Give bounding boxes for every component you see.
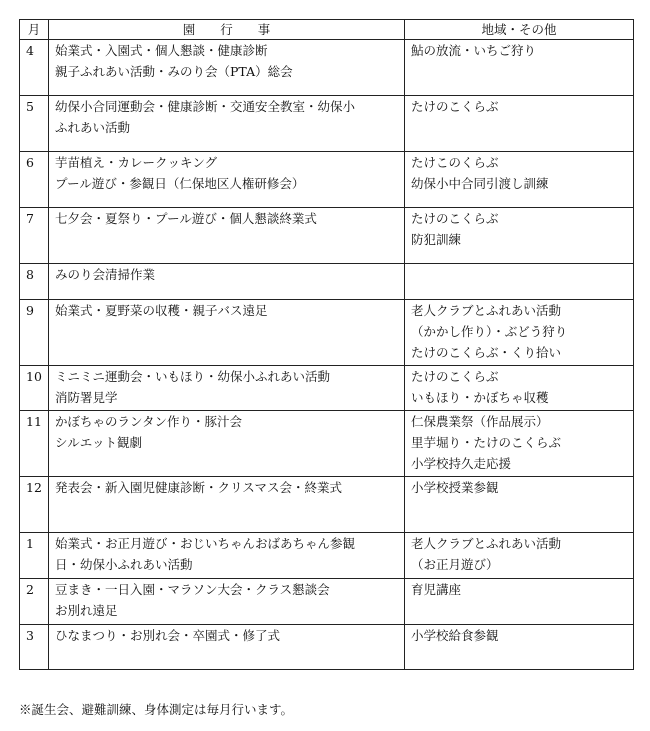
month-cell: 8 [20,264,49,300]
event-line: 七夕会・夏祭り・プール遊び・個人懇談終業式 [55,211,317,226]
event-line: 始業式・お正月遊び・おじいちゃんおばあちゃん参観 [55,536,356,551]
local-cell [405,477,634,533]
month-cell: 3 [20,625,49,670]
event-line: ミニミニ運動会・いもほり・幼保小ふれあい活動 [55,369,331,384]
local-cell [405,300,634,366]
month-cell: 2 [20,579,49,625]
events-cell [49,533,405,579]
header-month: 月 [20,20,49,40]
table-row [20,96,634,152]
local-line: いもほり・かぼちゃ収穫 [411,390,549,405]
month-cell: 4 [20,40,49,96]
event-line: お別れ遠足 [55,603,118,618]
local-line: 小学校授業参観 [411,480,499,495]
table-row [20,152,634,208]
event-line: ふれあい活動 [55,120,131,135]
local-cell [405,625,634,670]
local-line: 育児講座 [411,582,462,597]
local-line: 里芋堀り・たけのこくらぶ [411,435,562,450]
events-cell [49,579,405,625]
events-cell [49,625,405,670]
event-line: 幼保小合同運動会・健康診断・交通安全教室・幼保小 [55,99,356,114]
local-cell [405,264,634,300]
local-line: 老人クラブとふれあい活動 [411,536,562,551]
month-cell: 9 [20,300,49,366]
month-cell: 1 [20,533,49,579]
table-row [20,477,634,533]
events-cell [49,411,405,477]
events-cell [49,96,405,152]
month-cell: 6 [20,152,49,208]
local-line: 老人クラブとふれあい活動 [411,303,562,318]
local-line: たけのこくらぶ [411,211,499,226]
table-row [20,579,634,625]
events-cell [49,208,405,264]
local-line: 幼保小中合同引渡し訓練 [411,176,549,191]
events-cell [49,40,405,96]
local-line: 防犯訓練 [411,232,462,247]
event-line: 親子ふれあい活動・みのり会（PTA）総会 [55,64,293,79]
event-line: 発表会・新入園児健康診断・クリスマス会・終業式 [55,480,343,495]
events-cell [49,366,405,411]
local-cell [405,533,634,579]
local-cell [405,411,634,477]
local-line: （お正月遊び） [411,557,499,572]
local-cell [405,96,634,152]
local-line: たけのこくらぶ [411,99,499,114]
month-cell: 10 [20,366,49,411]
table-row [20,300,634,366]
events-cell [49,264,405,300]
local-line: （かかし作り）・ぶどう狩り [411,324,568,339]
month-cell: 11 [20,411,49,477]
table-row [20,533,634,579]
event-line: みのり会清掃作業 [55,267,156,282]
table-row [20,40,634,96]
header-events: 園 行 事 [49,20,405,40]
local-line: 仁保農業祭（作品展示） [411,414,549,429]
event-line: 芋苗植え・カレークッキング [55,155,218,170]
table-row [20,625,634,670]
local-cell [405,152,634,208]
month-cell: 5 [20,96,49,152]
table-row [20,366,634,411]
table-row [20,264,634,300]
table-row [20,208,634,264]
local-line: 鮎の放流・いちご狩り [411,43,537,58]
local-cell [405,208,634,264]
event-line: 消防署見学 [55,390,118,405]
event-line: 豆まき・一日入園・マラソン大会・クラス懇談会 [55,582,330,597]
local-cell [405,366,634,411]
event-line: 始業式・入園式・個人懇談・健康診断 [55,43,268,58]
header-row [20,20,634,40]
month-cell: 7 [20,208,49,264]
event-line: プール遊び・参観日（仁保地区人権研修会） [55,176,305,191]
local-line: たけこのくらぶ [411,155,499,170]
local-line: 小学校給食参観 [411,628,499,643]
local-cell [405,579,634,625]
header-local: 地域・その他 [405,20,634,40]
event-line: かぼちゃのランタン作り・豚汁会 [55,414,243,429]
local-line: たけのこくらぶ [411,369,499,384]
event-line: ひなまつり・お別れ会・卒園式・修了式 [55,628,281,643]
annual-event-table [19,19,634,670]
event-line: 始業式・夏野菜の収穫・親子バス遠足 [55,303,268,318]
events-cell [49,477,405,533]
event-line: シルエット観劇 [55,435,142,450]
local-line: たけのこくらぶ・くり拾い [411,345,562,360]
events-cell [49,300,405,366]
local-line: 小学校持久走応援 [411,456,512,471]
table-row [20,411,634,477]
footnote: ※誕生会、避難訓練、身体測定は毎月行います。 [19,702,294,717]
month-cell: 12 [20,477,49,533]
events-cell [49,152,405,208]
local-cell [405,40,634,96]
event-line: 日・幼保小ふれあい活動 [55,557,193,572]
